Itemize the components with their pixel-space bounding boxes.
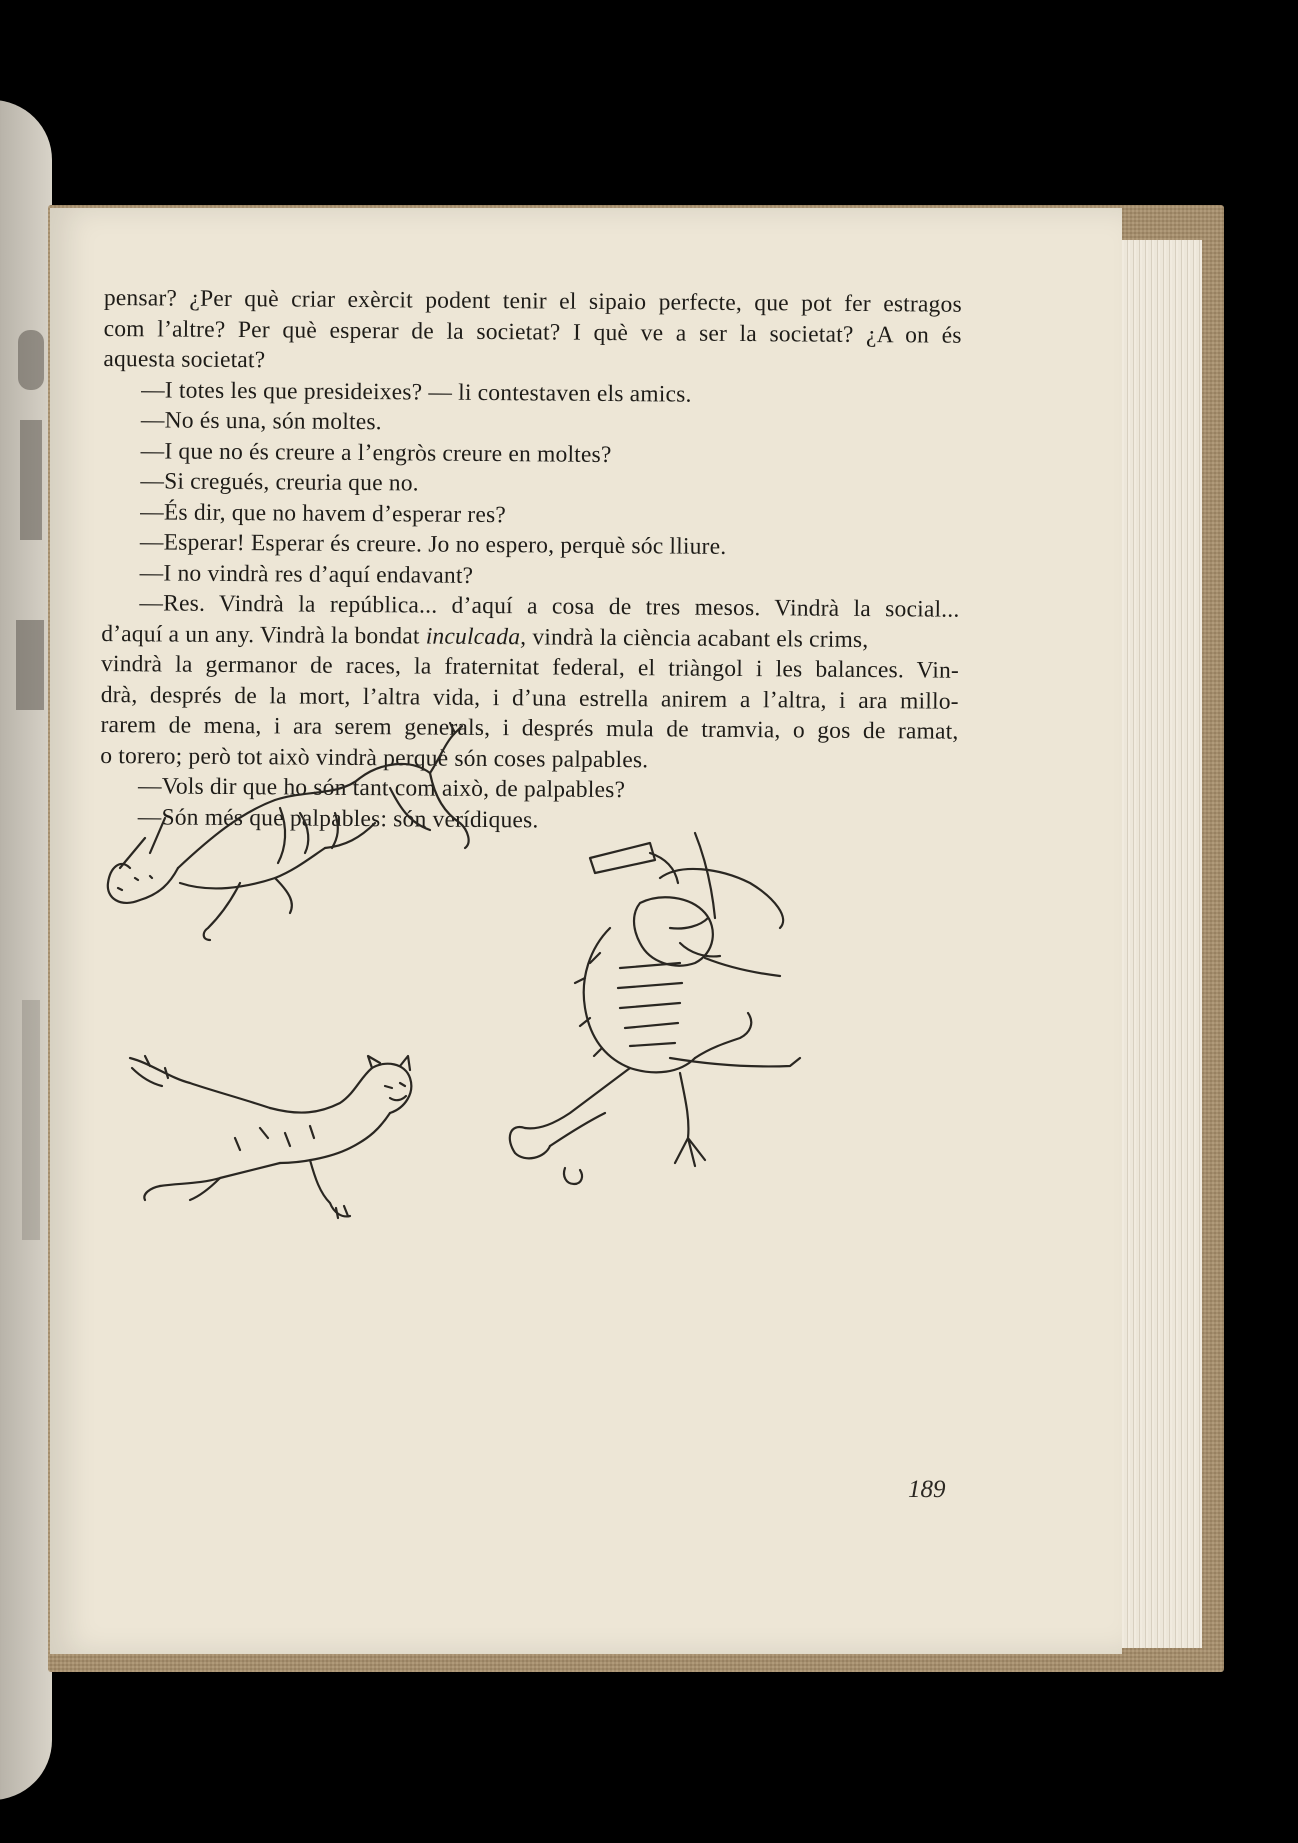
text-line: pensar? ¿Per què criar exèrcit podent tenir el sipaio perfecte, que pot fer estragos <box>103 284 962 318</box>
text-line: o torero; però tot això vindrà perquè són coses palpables. <box>100 742 649 773</box>
dialogue-line: —I totes les que presideixes? — li contestaven els amics. <box>141 376 692 408</box>
dialogue-line: —Són més que palpables: són verídiques. <box>137 803 539 833</box>
dialogue-line: —No és una, són moltes. <box>140 407 382 436</box>
italic-word: inculcada, <box>425 623 527 650</box>
text-line: rarem de mena, i ara serem generals, i després mula de tramvia, o gos de ramat, <box>100 711 959 745</box>
text-line: aquesta societat? <box>103 345 266 374</box>
cat-illustration <box>110 1038 430 1238</box>
bull-illustration <box>90 718 480 958</box>
previous-page-edge <box>0 100 52 1800</box>
text-line: vindrà la germanor de races, la fraternitat federal, el triàngol i les balances. Vin- <box>100 650 960 684</box>
dialogue-line: —Vols dir que ho són tant com això, de palpables? <box>137 773 626 804</box>
text-line: drà, després de la mort, l’altra vida, i d’una estrella anirem a l’altra, i ara millo- <box>100 681 959 715</box>
dialogue-line: —I que no és creure a l’engròs creure en moltes? <box>140 437 612 468</box>
dialogue-line: —I no vindrà res d’aquí endavant? <box>139 559 474 589</box>
text-line: com l’altre? Per què esperar de la societat? I què ve a ser la societat? ¿A on és <box>103 315 962 349</box>
book-page <box>50 208 1122 1654</box>
dialogue-line: —Esperar! Esperar és creure. Jo no espero, perquè sóc lliure. <box>139 529 727 560</box>
general-illustration <box>490 818 850 1238</box>
dialogue-line: —Si cregués, creuria que no. <box>140 468 419 497</box>
dialogue-line: —És dir, que no havem d’esperar res? <box>140 498 507 528</box>
text-segment: vindrà la ciència acabant els crims, <box>532 623 869 653</box>
text-segment: d’aquí a un any. Vindrà la bondat <box>101 620 420 649</box>
dialogue-line: —Res. Vindrà la república... d’aquí a cosa de tres mesos. Vindrà la social... <box>139 590 960 623</box>
page-number: 189 <box>908 1476 946 1503</box>
page-stack-edges <box>1118 240 1202 1648</box>
